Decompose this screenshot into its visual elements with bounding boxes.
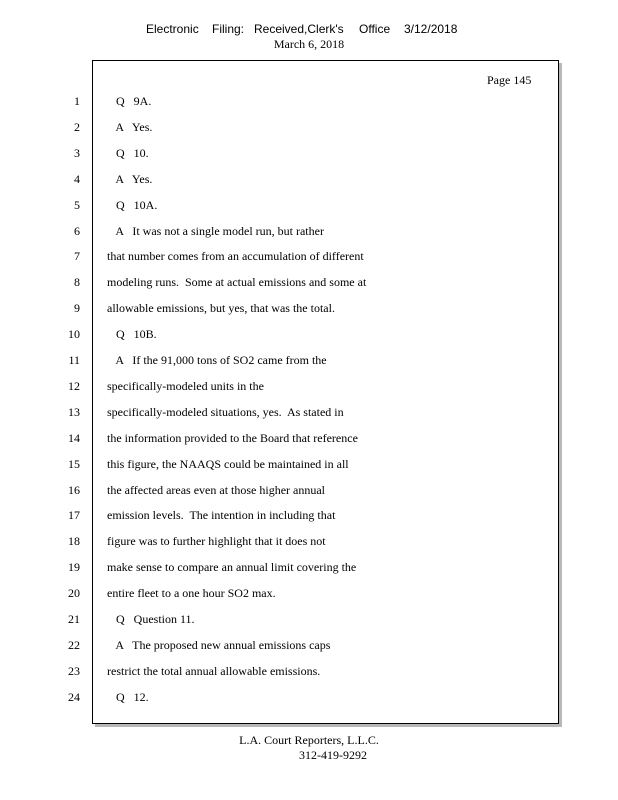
line-number: 12 — [68, 378, 80, 393]
line-text: Q 9A. — [107, 94, 152, 108]
electronic-filing-stamp — [0, 21, 618, 37]
line-text: restrict the total annual allowable emissions. — [107, 663, 321, 678]
transcript-line — [0, 144, 618, 162]
stamp-received-clerks: Received,Clerk's — [254, 22, 344, 36]
line-number: 24 — [68, 689, 80, 704]
transcript-line — [0, 351, 618, 369]
line-text: specifically-modeled units in the — [107, 378, 264, 393]
stamp-office: Office — [359, 22, 391, 36]
line-text: Q 10. — [107, 145, 149, 160]
transcript-line — [0, 403, 618, 421]
line-text: entire fleet to a one hour SO2 max. — [107, 586, 276, 601]
line-number: 11 — [68, 353, 80, 367]
line-text: figure was to further highlight that it does not — [107, 534, 326, 549]
line-number: 18 — [68, 534, 80, 549]
line-text: Q 12. — [107, 689, 149, 704]
line-text: A If the 91,000 tons of SO2 came from the — [107, 353, 327, 367]
transcript-line — [0, 118, 618, 136]
transcript-line — [0, 610, 618, 628]
transcript-line — [0, 299, 618, 317]
line-text: A Yes. — [107, 119, 153, 134]
line-number: 7 — [74, 249, 80, 264]
line-text: emission levels. The intention in including that — [107, 508, 336, 523]
transcript-line — [0, 273, 618, 291]
transcript-line — [0, 196, 618, 214]
transcript-line — [0, 584, 618, 602]
line-number: 9 — [74, 301, 80, 316]
transcript-line — [0, 170, 618, 188]
transcript-line — [0, 377, 618, 395]
line-number: 13 — [68, 404, 80, 419]
line-number: 22 — [68, 637, 80, 652]
transcript-line — [0, 481, 618, 499]
line-text: the information provided to the Board that reference — [107, 430, 358, 445]
transcript-line — [0, 532, 618, 550]
stamp-electronic: Electronic — [146, 22, 199, 36]
court-reporter-phone: 312-419-9292 — [299, 748, 367, 762]
line-number: 23 — [68, 663, 80, 678]
footer — [0, 733, 618, 763]
line-text: specifically-modeled situations, yes. As stated in — [107, 404, 344, 419]
transcript-line — [0, 636, 618, 654]
line-number: 8 — [74, 275, 80, 290]
court-reporter-name: L.A. Court Reporters, L.L.C. — [239, 733, 379, 747]
line-number: 4 — [74, 171, 80, 186]
line-number: 16 — [68, 482, 80, 497]
transcript-line — [0, 222, 618, 240]
line-number: 21 — [68, 612, 80, 626]
line-text: the affected areas even at those higher annual — [107, 482, 326, 497]
line-number: 3 — [74, 145, 80, 160]
line-number: 6 — [74, 223, 80, 238]
line-number: 2 — [74, 119, 80, 134]
stamp-filing: Filing: — [212, 22, 245, 36]
transcript-line — [0, 662, 618, 680]
line-text: Q 10B. — [107, 327, 157, 342]
line-number: 20 — [68, 586, 80, 601]
transcript-line — [0, 455, 618, 473]
line-text: modeling runs. Some at actual emissions and some at — [107, 275, 367, 290]
line-text: this figure, the NAAQS could be maintained in all — [107, 456, 349, 471]
line-text: that number comes from an accumulation of different — [107, 249, 364, 264]
line-number: 5 — [74, 197, 80, 212]
page-number: Page 145 — [487, 73, 532, 87]
line-number: 14 — [68, 430, 80, 445]
line-number: 17 — [68, 508, 80, 523]
line-text: Q 10A. — [107, 197, 158, 212]
transcript-line — [0, 325, 618, 343]
filed-date: March 6, 2018 — [273, 37, 345, 51]
transcript-line — [0, 429, 618, 447]
line-text: Q Question 11. — [107, 612, 195, 626]
line-text: A The proposed new annual emissions caps — [107, 637, 331, 652]
line-text: make sense to compare an annual limit covering the — [107, 560, 357, 575]
transcript-line — [0, 92, 618, 110]
line-text: A It was not a single model run, but rather — [107, 223, 324, 238]
transcript-line — [0, 247, 618, 265]
line-number: 10 — [68, 327, 80, 342]
line-number: 19 — [68, 560, 80, 575]
line-number: 15 — [68, 456, 80, 471]
line-text: A Yes. — [107, 171, 153, 186]
line-text: allowable emissions, but yes, that was the total. — [107, 301, 335, 316]
transcript-line — [0, 688, 618, 706]
transcript-line — [0, 506, 618, 524]
stamp-date: 3/12/2018 — [404, 22, 458, 36]
transcript-line — [0, 558, 618, 576]
line-number: 1 — [74, 94, 80, 108]
